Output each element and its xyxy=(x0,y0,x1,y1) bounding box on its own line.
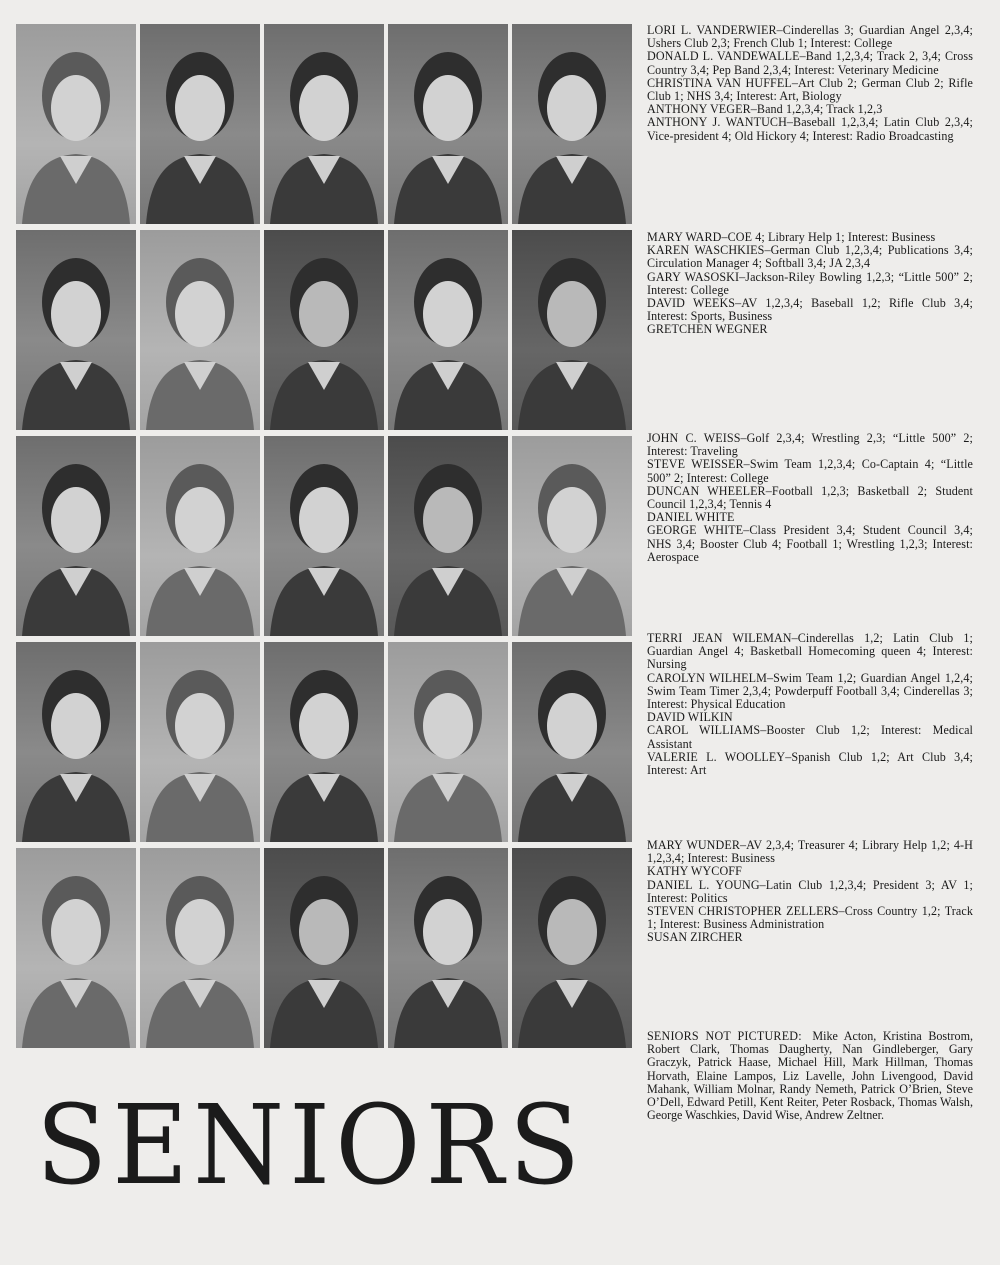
caption-group-row-5 xyxy=(647,839,973,945)
portrait-silhouette-icon xyxy=(140,848,260,1048)
caption-entry: LORI L. VANDERWIER–Cinderellas 3; Guardian Angel 2,3,4; Ushers Club 2,3; French Club 1; Interest: College xyxy=(647,23,973,51)
portrait-grid xyxy=(16,24,634,1048)
student-portrait xyxy=(512,436,632,636)
student-portrait xyxy=(388,436,508,636)
caption-entry: GRETCHEN WEGNER xyxy=(647,322,768,337)
portrait-silhouette-icon xyxy=(16,848,136,1048)
caption-entry: DAVID WILKIN xyxy=(647,710,733,725)
caption-group-row-4 xyxy=(647,632,973,777)
caption-entry: DANIEL L. YOUNG–Latin Club 1,2,3,4; President 3; AV 1; Interest: Politics xyxy=(647,877,973,905)
caption-group-row-1 xyxy=(647,24,973,143)
student-portrait xyxy=(388,642,508,842)
caption-entry: VALERIE L. WOOLLEY–Spanish Club 1,2; Art Club 3,4; Interest: Art xyxy=(647,749,973,778)
caption-entry: ANTHONY VEGER–Band 1,2,3,4; Track 1,2,3 xyxy=(647,102,883,117)
caption-entry: SUSAN ZIRCHER xyxy=(647,930,743,945)
caption-entry: DUNCAN WHEELER–Football 1,2,3; Basketball 2; Student Council 1,2,3,4; Tennis 4 xyxy=(647,483,973,512)
portrait-silhouette-icon xyxy=(388,24,508,224)
student-portrait xyxy=(16,24,136,224)
portrait-silhouette-icon xyxy=(264,230,384,430)
caption-entry: GEORGE WHITE–Class President 3,4; Student Council 3,4; NHS 3,4; Booster Club 4; Football 1; Wrestling 1,2,3; Interest: Aerospace xyxy=(647,523,973,564)
student-portrait xyxy=(264,436,384,636)
portrait-silhouette-icon xyxy=(512,436,632,636)
caption-entry: STEVE WEISSER–Swim Team 1,2,3,4; Co-Captain 4; “Little 500” 2; Interest: College xyxy=(647,457,973,485)
student-portrait xyxy=(16,642,136,842)
student-portrait xyxy=(140,436,260,636)
student-portrait xyxy=(140,642,260,842)
caption-entry: CHRISTINA VAN HUFFEL–Art Club 2; German Club 2; Rifle Club 1; NHS 3,4; Interest: Art, Biology xyxy=(647,75,973,104)
portrait-silhouette-icon xyxy=(264,436,384,636)
student-portrait xyxy=(140,230,260,430)
caption-entry: DAVID WEEKS–AV 1,2,3,4; Baseball 1,2; Rifle Club 3,4; Interest: Sports, Business xyxy=(647,296,973,324)
student-portrait xyxy=(140,24,260,224)
caption-entry: KATHY WYCOFF xyxy=(647,864,742,879)
page-title: SENIORS xyxy=(36,1080,586,1210)
student-portrait xyxy=(16,436,136,636)
portrait-silhouette-icon xyxy=(388,848,508,1048)
not-pictured-label: SENIORS NOT PICTURED: xyxy=(647,1029,802,1043)
caption-entry: MARY WUNDER–AV 2,3,4; Treasurer 4; Library Help 1,2; 4-H 1,2,3,4; Interest: Business xyxy=(647,838,973,866)
not-pictured-names: Mike Acton, Kristina Bostrom, Robert Clark, Thomas Daugherty, Nan Gindleberger, Gary Graczyk, Patrick Haase, Michael Hill, Mark Hillman, Thomas Horvath, Elaine Lampos, Liz Lavelle, John Livengood, David Mahank, William Molnar, Randy Nemeth, Patrick O’Brien, Steve O’Dell, Edward Petill, Kent Reiter, Peter Rosback, Thomas Walsh, George Waschkies, David Wise, Andrew Zeltner. xyxy=(647,1029,973,1123)
caption-group-row-2 xyxy=(647,231,973,337)
student-portrait xyxy=(16,230,136,430)
student-portrait xyxy=(388,230,508,430)
caption-entry: STEVEN CHRISTOPHER ZELLERS–Cross Country 1,2; Track 1; Interest: Business Administration xyxy=(647,904,973,932)
caption-entry: TERRI JEAN WILEMAN–Cinderellas 1,2; Latin Club 1; Guardian Angel 4; Basketball Homecoming queen 4; Interest: Nursing xyxy=(647,631,973,672)
portrait-silhouette-icon xyxy=(16,230,136,430)
portrait-silhouette-icon xyxy=(512,24,632,224)
student-portrait xyxy=(264,642,384,842)
caption-entry: MARY WARD–COE 4; Library Help 1; Interest: Business xyxy=(647,230,936,244)
portrait-silhouette-icon xyxy=(16,436,136,636)
portrait-silhouette-icon xyxy=(140,24,260,224)
caption-entry: DONALD L. VANDEWALLE–Band 1,2,3,4; Track 2, 3,4; Cross Country 3,4; Pep Band 2,3,4; Interest: Veterinary Medicine xyxy=(647,49,973,77)
caption-entry: CAROLYN WILHELM–Swim Team 1,2; Guardian Angel 1,2,4; Swim Team Timer 2,3,4; Powderpuff Football 3,4; Cinderellas 3; Interest: Physical Education xyxy=(647,670,973,712)
portrait-silhouette-icon xyxy=(140,230,260,430)
portrait-silhouette-icon xyxy=(140,642,260,842)
portrait-silhouette-icon xyxy=(264,848,384,1048)
portrait-silhouette-icon xyxy=(512,848,632,1048)
caption-entry: KAREN WASCHKIES–German Club 1,2,3,4; Publications 3,4; Circulation Manager 4; Softball 3,4; JA 2,3,4 xyxy=(647,243,973,271)
seniors-not-pictured xyxy=(647,1030,973,1122)
caption-entry: DANIEL WHITE xyxy=(647,510,735,525)
student-portrait xyxy=(512,848,632,1048)
portrait-silhouette-icon xyxy=(16,642,136,842)
caption-entry: GARY WASOSKI–Jackson-Riley Bowling 1,2,3; “Little 500” 2; Interest: College xyxy=(647,269,973,297)
portrait-silhouette-icon xyxy=(512,642,632,842)
portrait-silhouette-icon xyxy=(388,642,508,842)
student-portrait xyxy=(264,230,384,430)
student-portrait xyxy=(16,848,136,1048)
portrait-silhouette-icon xyxy=(16,24,136,224)
student-portrait xyxy=(388,848,508,1048)
portrait-silhouette-icon xyxy=(388,230,508,430)
portrait-silhouette-icon xyxy=(512,230,632,430)
student-portrait xyxy=(264,24,384,224)
student-portrait xyxy=(264,848,384,1048)
student-portrait xyxy=(512,24,632,224)
student-portrait xyxy=(388,24,508,224)
caption-entry: CAROL WILLIAMS–Booster Club 1,2; Interest: Medical Assistant xyxy=(647,723,973,751)
portrait-silhouette-icon xyxy=(264,24,384,224)
caption-entry: ANTHONY J. WANTUCH–Baseball 1,2,3,4; Latin Club 2,3,4; Vice-president 4; Old Hickory 4; Interest: Radio Broadcasting xyxy=(647,115,973,143)
student-portrait xyxy=(512,642,632,842)
student-portrait xyxy=(140,848,260,1048)
caption-entry: JOHN C. WEISS–Golf 2,3,4; Wrestling 2,3; “Little 500” 2; Interest: Traveling xyxy=(647,431,973,459)
portrait-silhouette-icon xyxy=(140,436,260,636)
portrait-silhouette-icon xyxy=(264,642,384,842)
caption-group-row-3 xyxy=(647,432,973,564)
portrait-silhouette-icon xyxy=(388,436,508,636)
student-portrait xyxy=(512,230,632,430)
